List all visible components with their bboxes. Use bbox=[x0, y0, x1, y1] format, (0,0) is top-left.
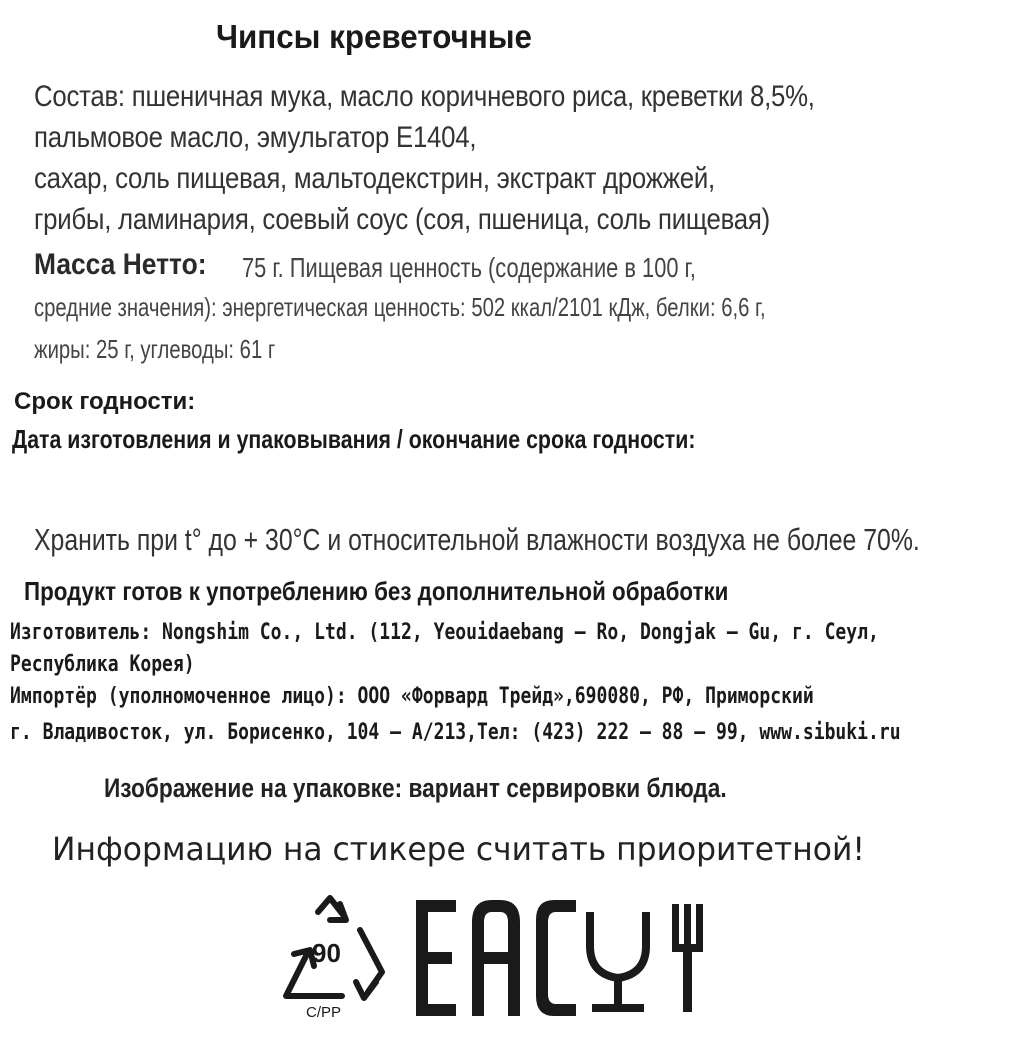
importer-line-2: г. Владивосток, ул. Борисенко, 104 – А/213,Тел: (423) 222 – 88 – 99, www.sibuki.ru bbox=[10, 720, 901, 745]
storage-conditions: Хранить при t° до + 30°С и относительной влажности воздуха не более 70%. bbox=[34, 522, 920, 557]
composition-line-4: грибы, ламинария, соевый соус (соя, пшеница, соль пищевая) bbox=[34, 203, 770, 236]
image-note: Изображение на упаковке: вариант сервировки блюда. bbox=[104, 773, 727, 803]
net-mass-value: 75 г. Пищевая ценность (содержание в 100 г, bbox=[242, 252, 696, 283]
net-mass-label: Масса Нетто: bbox=[34, 248, 207, 281]
glass-fork-icon bbox=[582, 898, 712, 1018]
recycle-code: 90 bbox=[312, 938, 341, 968]
manufacturer-line-1: Изготовитель: Nongshim Co., Ltd. (112, Yeouidaebang – Ro, Dongjak – Gu, г. Сеул, bbox=[10, 620, 879, 645]
composition-line-1: Состав: пшеничная мука, масло коричневого риса, креветки 8,5%, bbox=[34, 80, 815, 113]
manufacturer-line-2: Республика Корея) bbox=[10, 652, 195, 677]
nutrition-line-3: жиры: 25 г, углеводы: 61 г bbox=[34, 334, 276, 364]
eac-mark bbox=[416, 900, 576, 1016]
composition-line-3: сахар, соль пищевая, мальтодекстрин, экстракт дрожжей, bbox=[34, 162, 715, 195]
recycle-material: C/PP bbox=[306, 1004, 342, 1021]
composition-line-2: пальмовое масло, эмульгатор Е1404, bbox=[34, 121, 477, 154]
sticker-priority-note: Информацию на стикере считать приоритетной! bbox=[52, 830, 865, 868]
recycle-triangle-icon bbox=[272, 890, 392, 1030]
ready-to-eat-note: Продукт готов к употреблению без дополнительной обработки bbox=[24, 576, 729, 606]
dates-heading: Дата изготовления и упаковывания / окончание срока годности: bbox=[12, 424, 696, 454]
nutrition-line-2: средние значения): энергетическая ценность: 502 ккал/2101 кДж, белки: 6,6 г, bbox=[34, 292, 766, 322]
product-title: Чипсы креветочные bbox=[216, 18, 532, 55]
shelf-life-heading: Срок годности: bbox=[14, 388, 196, 415]
importer-line-1: Импортёр (уполномоченное лицо): ООО «Форвард Трейд»,690080, РФ, Приморский bbox=[10, 684, 814, 709]
